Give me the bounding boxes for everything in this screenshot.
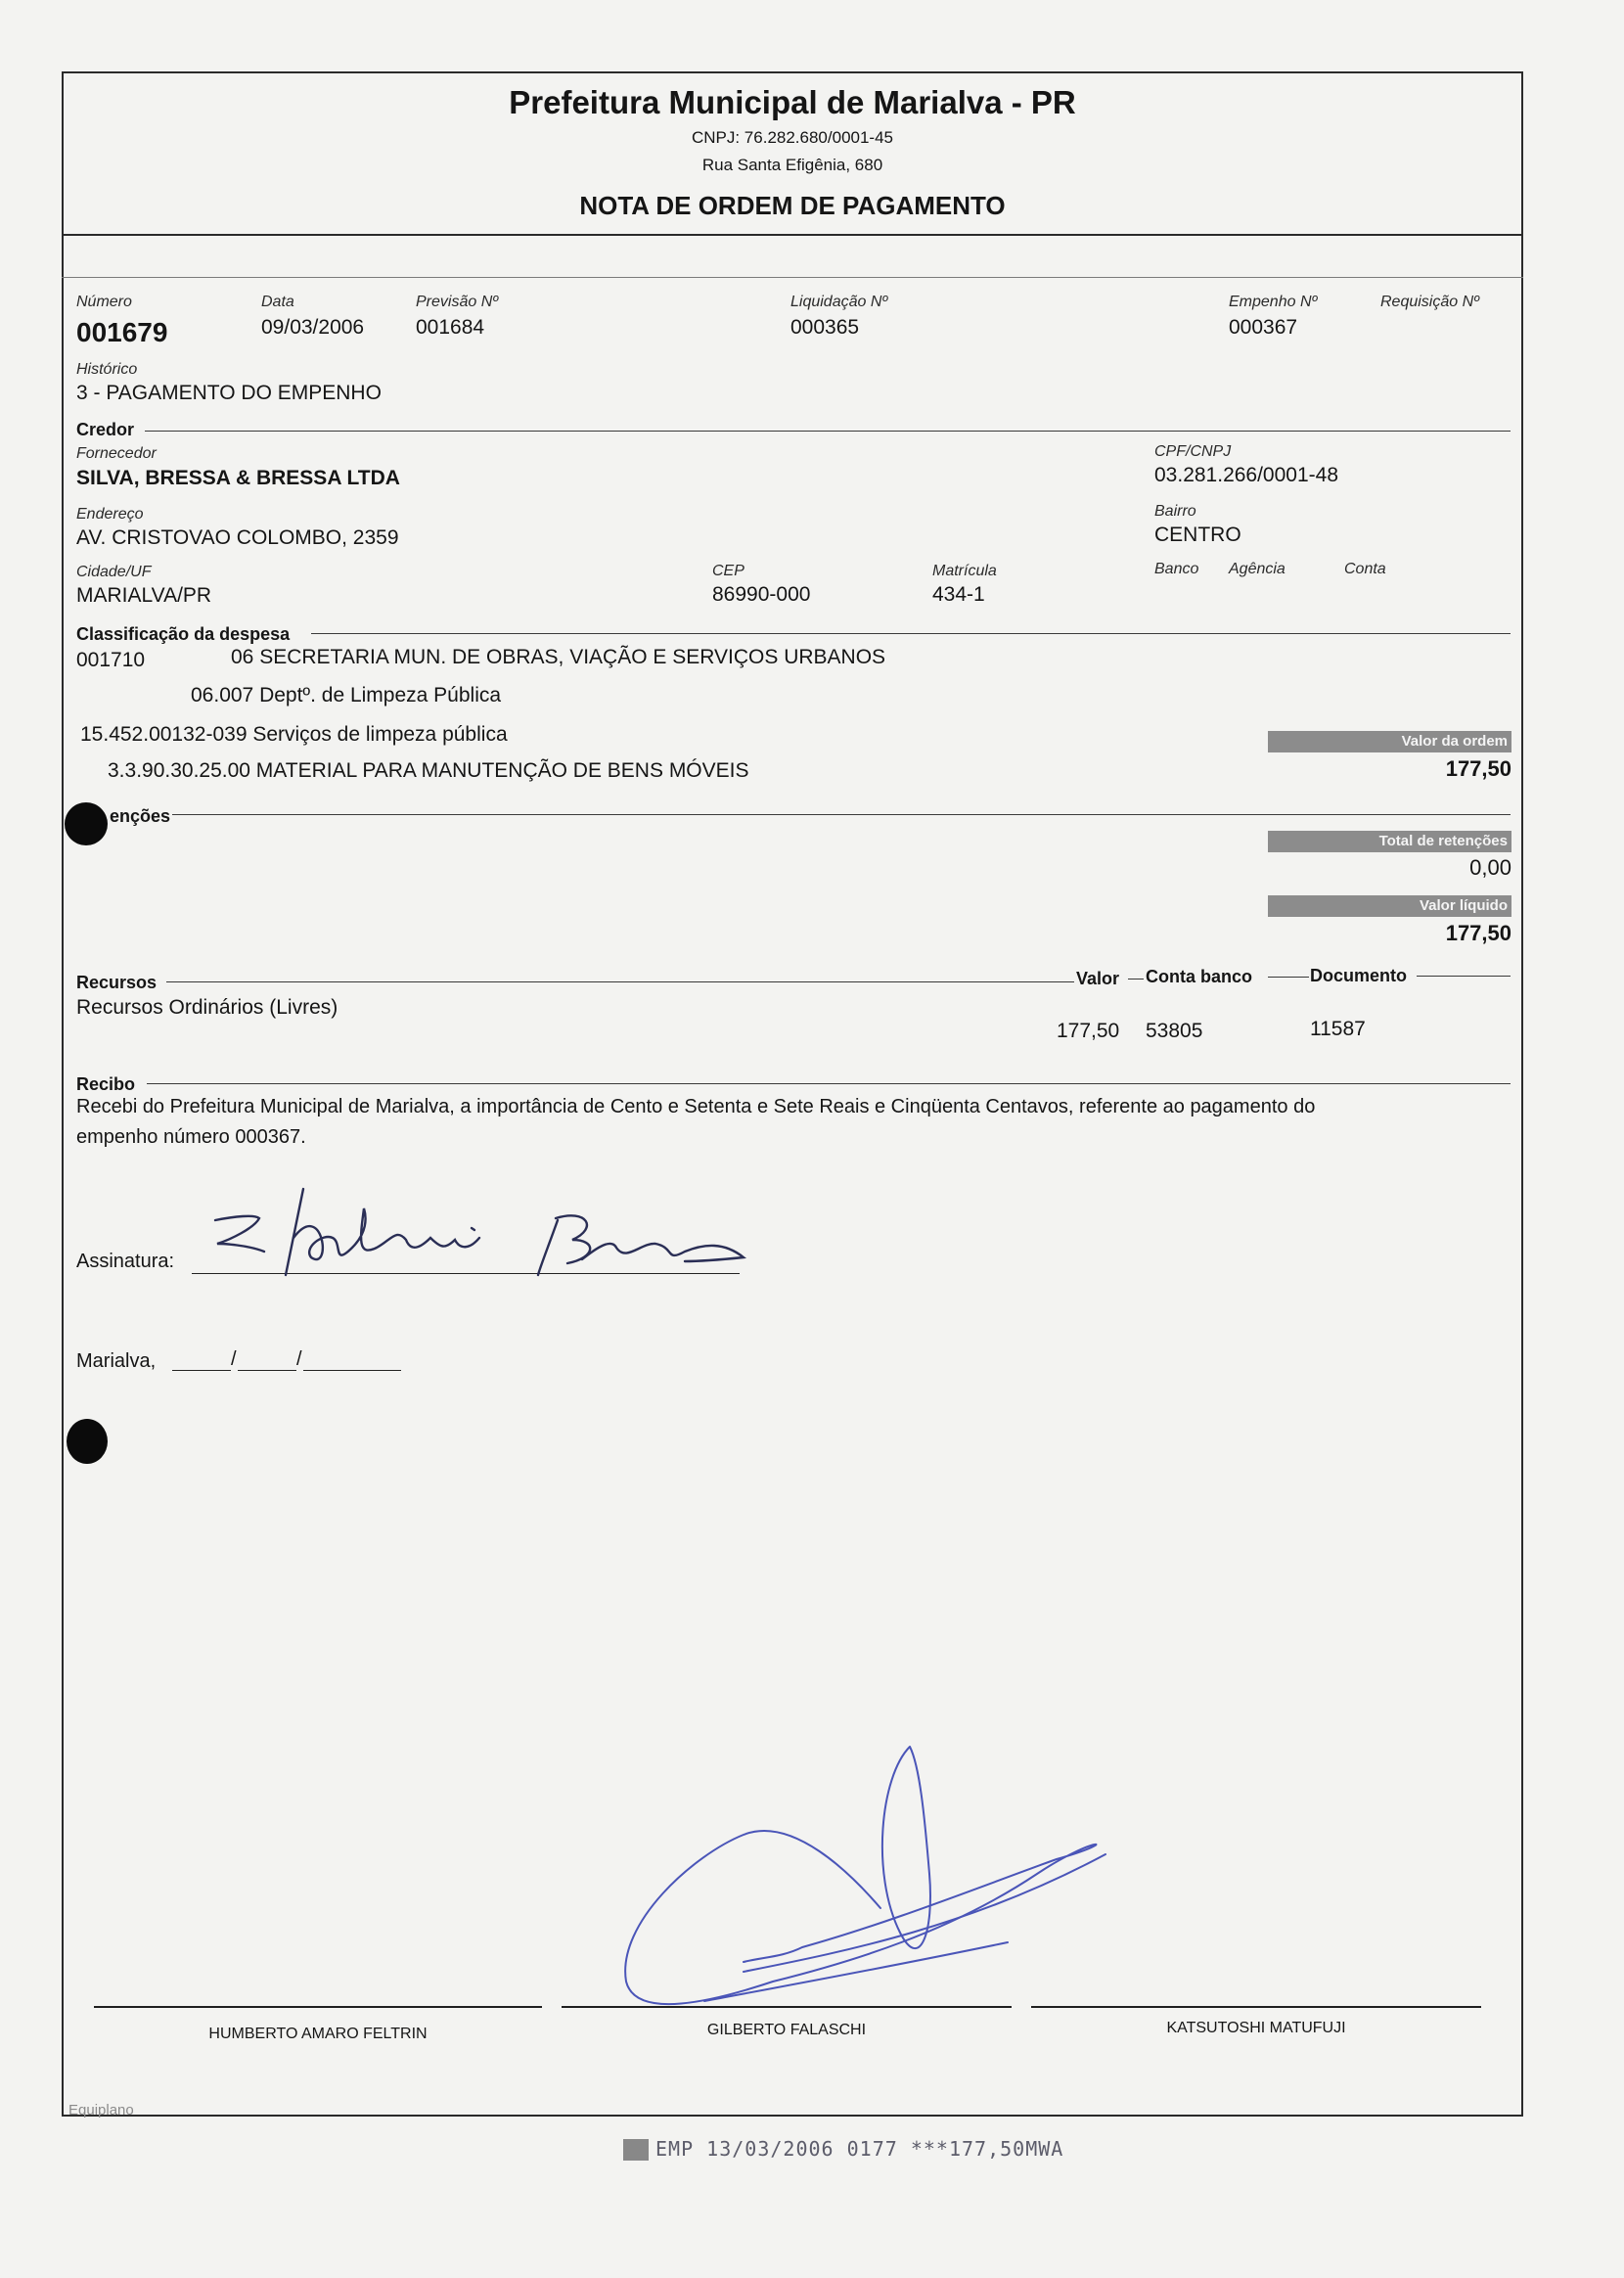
recipient-signature: [196, 1179, 763, 1287]
recursos-conta-banco: 53805: [1146, 1020, 1203, 1042]
punch-hole-top: [65, 802, 108, 845]
classificacao-line3: 15.452.00132-039 Serviços de limpeza pública: [80, 723, 508, 746]
municipality-title: Prefeitura Municipal de Marialva - PR: [509, 84, 1076, 120]
address-line: Rua Santa Efigênia, 680: [701, 156, 883, 174]
assinatura-label: Assinatura:: [76, 1251, 175, 1272]
cpf-label: CPF/CNPJ: [1154, 443, 1232, 460]
endereco-value: AV. CRISTOVAO COLOMBO, 2359: [76, 526, 399, 549]
cpf-value: 03.281.266/0001-48: [1154, 464, 1339, 486]
header-divider: [62, 234, 1523, 236]
recibo-text-line1: Recebi do Prefeitura Municipal de Marialva, a importância de Cento e Setenta e Sete Reais e Cinqüenta Centavos, referente ao pagamento do: [76, 1096, 1316, 1117]
agencia-label: Agência: [1229, 561, 1286, 577]
bairro-label: Bairro: [1154, 503, 1196, 520]
recursos-rule-4: [1417, 976, 1511, 977]
historico-value: 3 - PAGAMENTO DO EMPENHO: [76, 382, 382, 404]
cashier-stamp: EMP 13/03/2006 0177 ***177,50MWA: [655, 2137, 1064, 2161]
total-retencoes-value: 0,00: [1469, 855, 1511, 880]
date-slash-1: /: [231, 1348, 237, 1370]
endereco-label: Endereço: [76, 506, 144, 523]
recursos-rule-3: [1268, 977, 1309, 978]
data-label: Data: [261, 294, 294, 310]
signatory-2: GILBERTO FALASCHI: [706, 2022, 867, 2038]
retencoes-rule: [172, 814, 1511, 815]
conta-banco-column-header: Conta banco: [1146, 967, 1253, 986]
recibo-section: Recibo: [76, 1074, 136, 1094]
classificacao-code: 001710: [76, 649, 146, 671]
signature-line-1: [94, 2006, 542, 2008]
empenho-label: Empenho Nº: [1229, 294, 1318, 310]
date-year-line: [303, 1370, 401, 1371]
signatory-3: KATSUTOSHI MATUFUJI: [1166, 2020, 1346, 2036]
liquidacao-label: Liquidação Nº: [790, 294, 888, 310]
local-label: Marialva,: [76, 1350, 157, 1372]
documento-column-header: Documento: [1310, 966, 1407, 985]
matricula-value: 434-1: [932, 583, 985, 606]
cnpj-line: CNPJ: 76.282.680/0001-45: [691, 128, 894, 147]
empenho-value: 000367: [1229, 316, 1298, 339]
data-value: 09/03/2006: [261, 316, 365, 339]
signature-line-3: [1031, 2006, 1481, 2008]
previsao-label: Previsão Nº: [416, 294, 499, 310]
conta-label: Conta: [1344, 561, 1386, 577]
classificacao-line4: 3.3.90.30.25.00 MATERIAL PARA MANUTENÇÃO DE BENS MÓVEIS: [108, 759, 749, 782]
cep-value: 86990-000: [712, 583, 811, 606]
credor-rule: [145, 431, 1511, 432]
recursos-descricao: Recursos Ordinários (Livres): [76, 996, 338, 1019]
valor-column-header: Valor: [1076, 969, 1120, 988]
cidade-label: Cidade/UF: [76, 564, 152, 580]
classificacao-rule: [311, 633, 1511, 634]
recursos-section: Recursos: [76, 973, 158, 992]
recibo-text-line2: empenho número 000367.: [76, 1126, 306, 1148]
recursos-valor: 177,50: [1057, 1020, 1120, 1042]
classificacao-line1: 06 SECRETARIA MUN. DE OBRAS, VIAÇÃO E SERVIÇOS URBANOS: [231, 646, 886, 668]
total-retencoes-label: Total de retenções: [1268, 831, 1511, 852]
cidade-value: MARIALVA/PR: [76, 584, 212, 607]
valor-ordem-value: 177,50: [1445, 756, 1511, 781]
document-title: NOTA DE ORDEM DE PAGAMENTO: [579, 191, 1006, 220]
gilberto-signature: [597, 1737, 1125, 2030]
cep-label: CEP: [712, 563, 744, 579]
header-divider-thin: [62, 277, 1523, 278]
banco-label: Banco: [1154, 561, 1199, 577]
numero-label: Número: [76, 294, 132, 310]
recursos-documento: 11587: [1310, 1018, 1366, 1040]
recursos-rule: [166, 981, 1074, 982]
punch-hole-bottom: [67, 1419, 108, 1464]
requisicao-label: Requisição Nº: [1380, 294, 1479, 310]
fornecedor-value: SILVA, BRESSA & BRESSA LTDA: [76, 467, 400, 489]
fornecedor-label: Fornecedor: [76, 445, 157, 462]
numero-value: 001679: [76, 317, 168, 347]
date-month-line: [238, 1370, 296, 1371]
date-day-line: [172, 1370, 231, 1371]
retencoes-section: enções: [110, 806, 171, 826]
credor-section: Credor: [76, 420, 135, 439]
equiplano-brand: Equiplano: [68, 2102, 134, 2119]
classificacao-line2: 06.007 Deptº. de Limpeza Pública: [191, 684, 502, 706]
date-slash-2: /: [296, 1348, 302, 1370]
matricula-label: Matrícula: [932, 563, 997, 579]
classificacao-section: Classificação da despesa: [76, 624, 291, 644]
valor-ordem-label: Valor da ordem: [1268, 731, 1511, 752]
signatory-1: HUMBERTO AMARO FELTRIN: [208, 2026, 428, 2042]
recursos-rule-2: [1128, 979, 1144, 980]
historico-label: Histórico: [76, 361, 138, 378]
recibo-rule: [147, 1083, 1511, 1084]
stamp-mark: [623, 2139, 649, 2161]
liquidacao-value: 000365: [790, 316, 860, 339]
previsao-value: 001684: [416, 316, 485, 339]
signature-line-2: [562, 2006, 1012, 2008]
bairro-value: CENTRO: [1154, 524, 1241, 546]
valor-liquido-value: 177,50: [1445, 921, 1511, 945]
valor-liquido-label: Valor líquido: [1268, 895, 1511, 917]
